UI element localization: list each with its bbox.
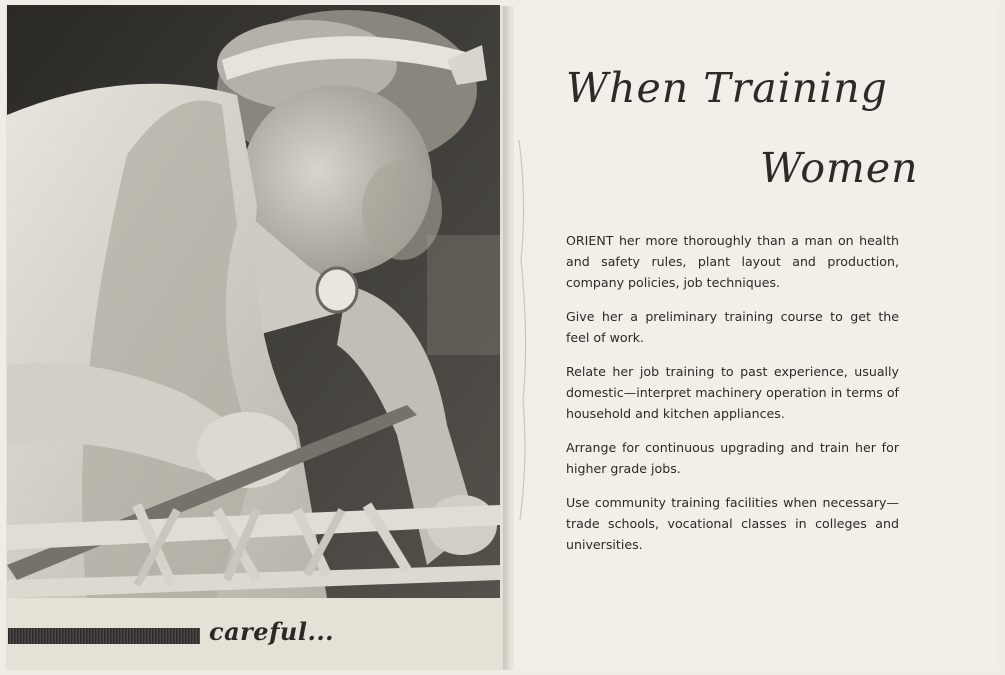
guideline-paragraph: ORIENT her more thoroughly than a man on health and safety rules, plant layout and production, company policies, job techniques.: [566, 233, 899, 290]
guideline-paragraph: Relate her job training to past experience, usually domestic—interpret machinery operation in terms of household and kitchen appliances.: [566, 364, 899, 421]
photo-caption: careful...: [209, 617, 335, 646]
guideline-paragraph: Use community training facilities when necessary—trade schools, vocational classes in colleges and universities.: [566, 495, 899, 552]
guideline-paragraph: Give her a preliminary training course to get the feel of work.: [566, 309, 899, 345]
caption-stripe-bar: [8, 628, 200, 644]
title-line-1: When Training: [566, 64, 888, 112]
training-guidelines: [566, 230, 899, 568]
guideline-paragraph: Arrange for continuous upgrading and train her for higher grade jobs.: [566, 440, 899, 476]
page-crease: [517, 140, 531, 520]
worker-photo: [7, 5, 500, 598]
title-line-2: Women: [760, 144, 919, 192]
